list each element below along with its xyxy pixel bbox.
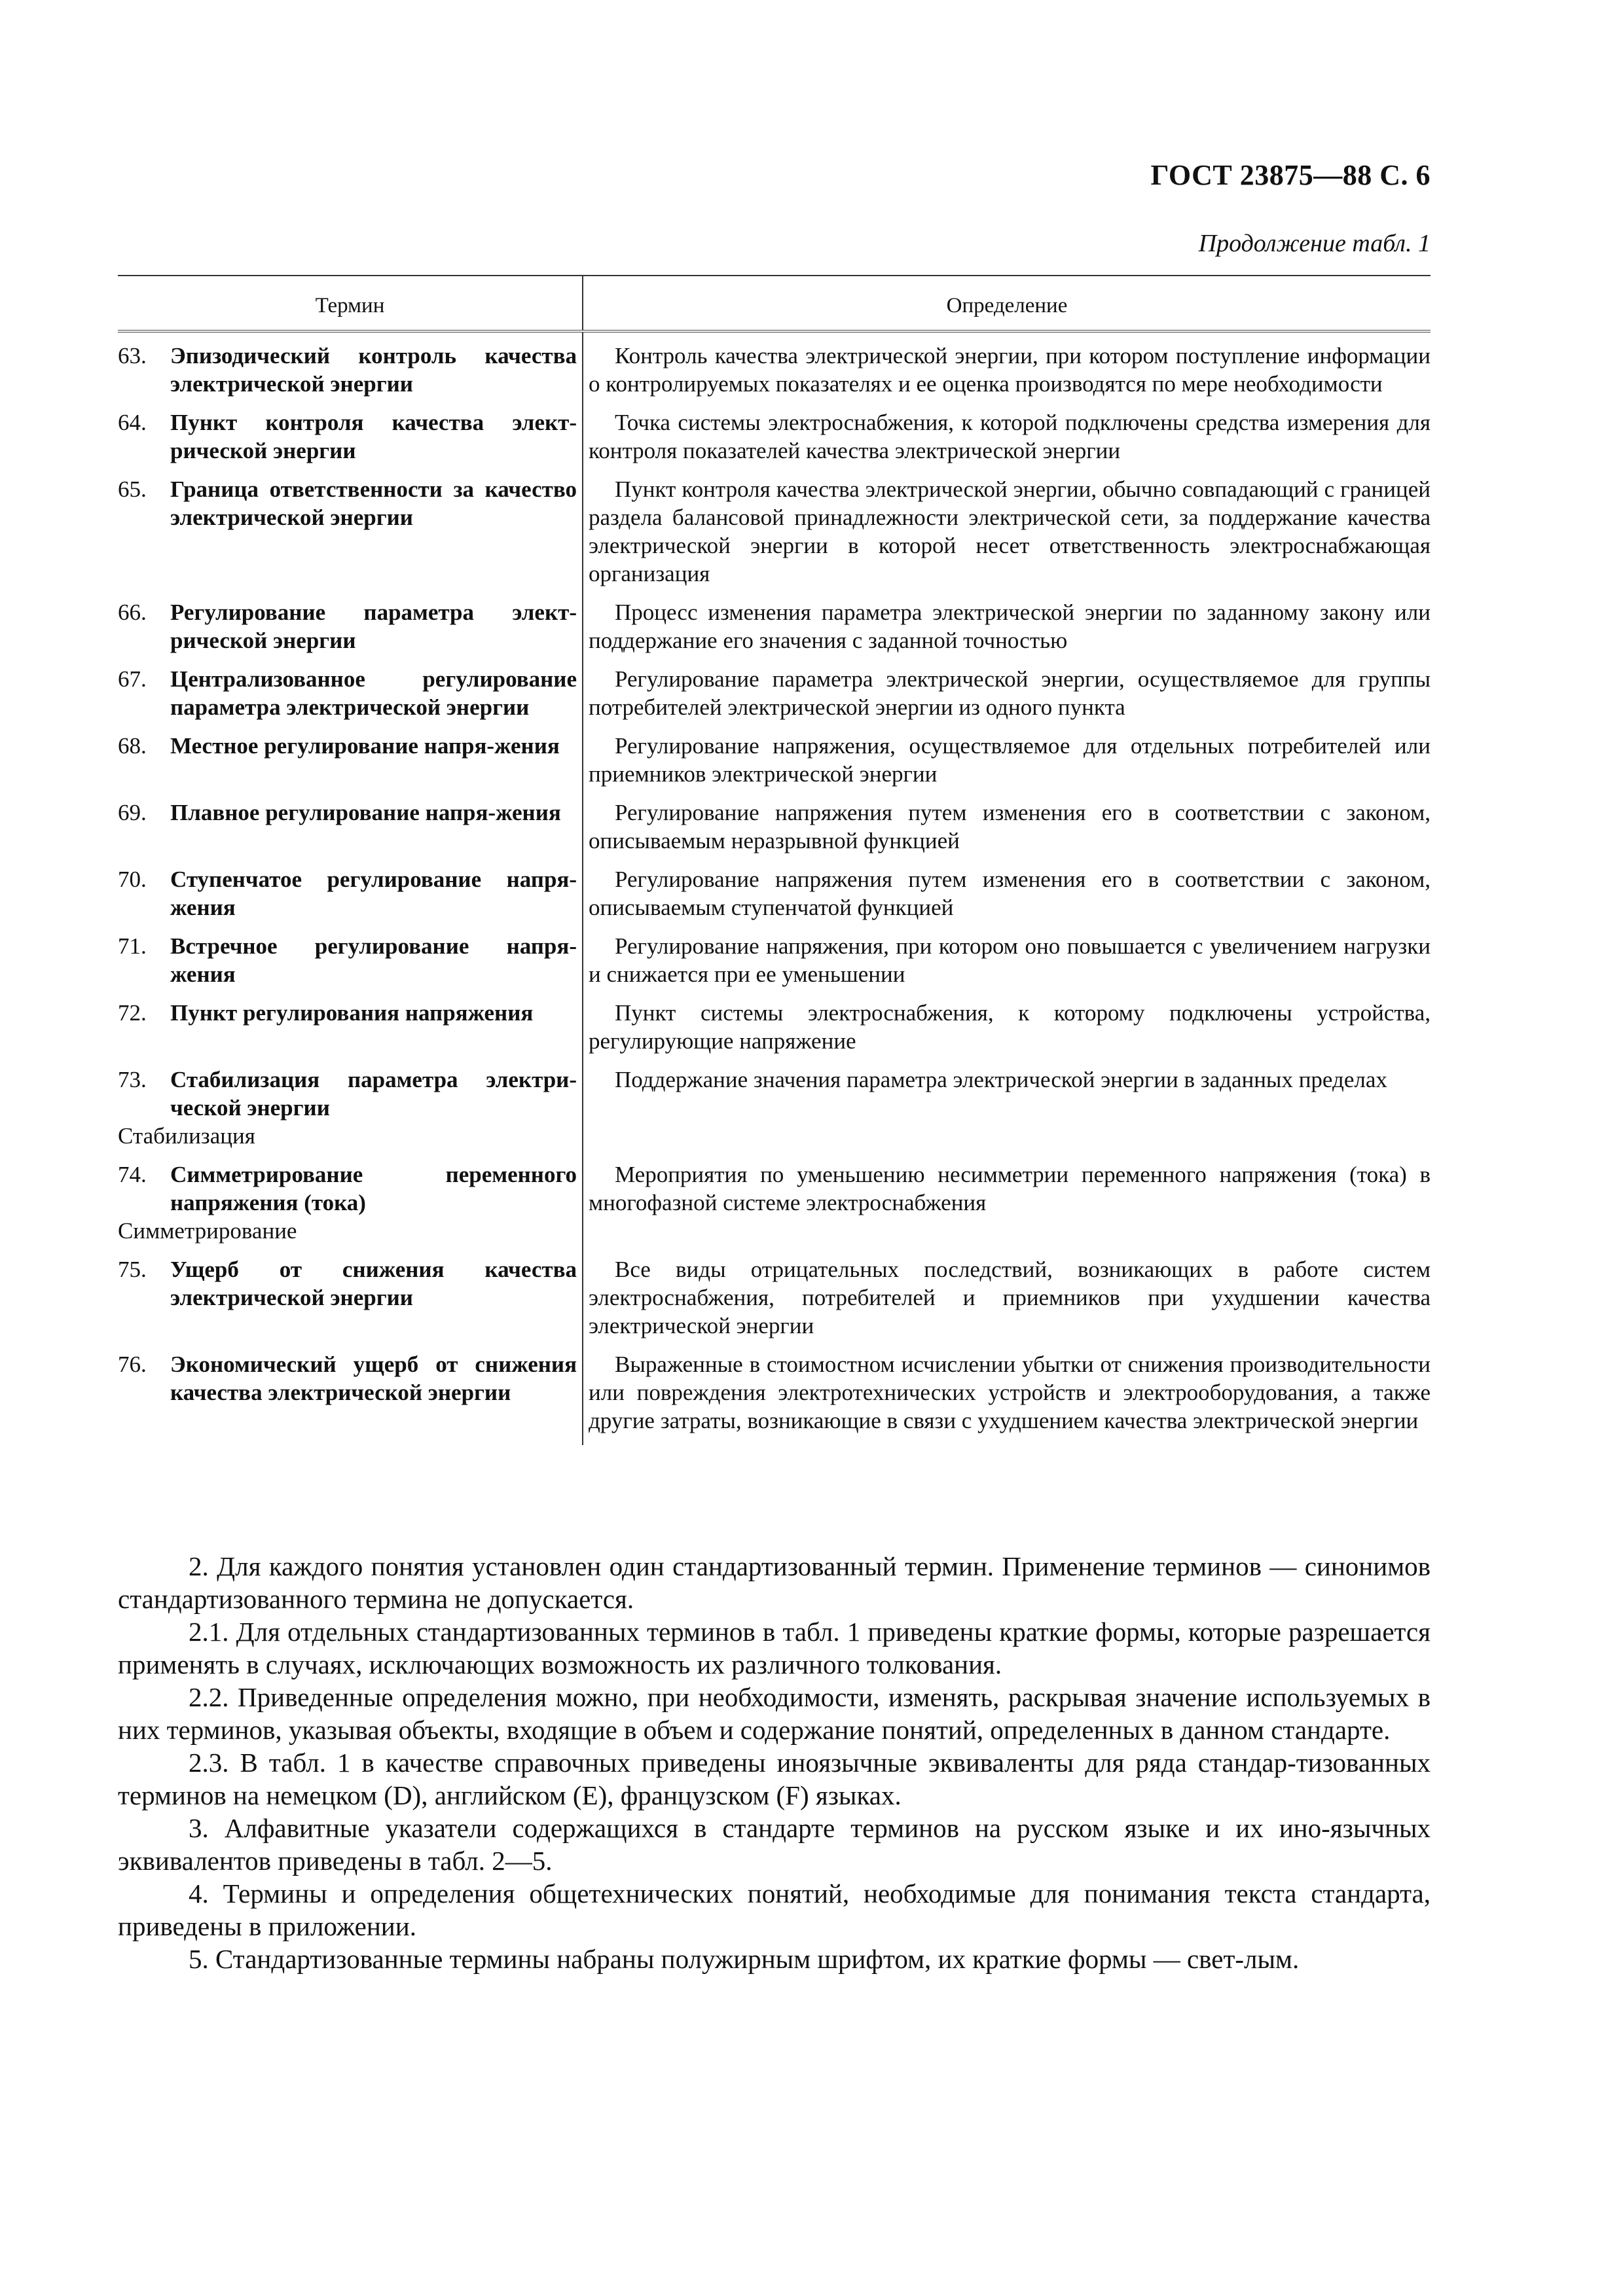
term-entry	[118, 342, 577, 398]
term-number: 66.	[118, 600, 147, 625]
term-text: Местное регулирование напря-жения	[170, 733, 560, 759]
table-row	[118, 598, 1431, 665]
term-text: Встречное регулирование напря-жения	[170, 933, 577, 987]
table-row	[118, 732, 1431, 798]
term-entry	[118, 865, 577, 922]
term-cell	[118, 999, 583, 1066]
term-text: Граница ответственности за качество электрической энергии	[170, 476, 577, 530]
term-cell	[118, 1350, 583, 1445]
term-number: 75.	[118, 1257, 147, 1282]
definition-cell: Процесс изменения параметра электрической энергии по заданному закону или поддержание его значения с заданной точностью	[589, 600, 1431, 653]
term-text: Централизованное регулирование параметра электрической энергии	[170, 666, 577, 720]
term-cell	[118, 1066, 583, 1160]
term-number: 70.	[118, 867, 147, 892]
term-cell	[118, 331, 583, 408]
term-short-form: Стабилизация	[118, 1123, 255, 1149]
table-row	[118, 1160, 1431, 1255]
term-text: Стабилизация параметра электри-ческой энергии	[170, 1067, 577, 1121]
definition-cell: Регулирование напряжения, при котором оно повышается с увеличением нагрузки и снижается при ее уменьшении	[589, 933, 1431, 987]
note-paragraph: 2.2. Приведенные определения можно, при необходимости, изменять, раскрывая значение используемых в них терминов, указывая объекты, входящие в объем и содержание понятий, определенных в данном стандарте.	[118, 1682, 1431, 1745]
definition-cell: Пункт контроля качества электрической энергии, обычно совпадающий с границей раздела балансовой принадлежности электрической сети, за поддержание качества электрической энергии в которой несет ответственность электроснабжающая организация	[589, 476, 1431, 586]
term-number: 64.	[118, 410, 147, 435]
term-number: 69.	[118, 800, 147, 825]
definition-cell: Контроль качества электрической энергии, при котором поступление информации о контролируемых показателях и ее оценка производятся по мере необходимости	[589, 343, 1431, 397]
page-header-title: ГОСТ 23875—88 С. 6	[1150, 159, 1431, 191]
note-paragraph: 2.3. В табл. 1 в качестве справочных приведены иноязычные эквиваленты для ряда стандар-тизованных терминов на немецком (D), английском (E), французском (F) языках.	[118, 1748, 1431, 1810]
term-cell	[118, 665, 583, 732]
table-row	[118, 475, 1431, 598]
table-row	[118, 932, 1431, 999]
term-text: Ступенчатое регулирование напря-жения	[170, 867, 577, 920]
term-number: 68.	[118, 733, 147, 759]
term-entry	[118, 732, 577, 760]
table-row	[118, 408, 1431, 475]
note-paragraph: 2.1. Для отдельных стандартизованных терминов в табл. 1 приведены краткие формы, которые разрешается применять в случаях, исключающих возможность их различного толкования.	[118, 1617, 1431, 1679]
term-entry	[118, 665, 577, 721]
table-row	[118, 798, 1431, 865]
term-cell	[118, 865, 583, 932]
definition-cell: Поддержание значения параметра электрической энергии в заданных пределах	[615, 1067, 1387, 1092]
term-entry	[118, 1255, 577, 1312]
term-text: Пункт регулирования напряжения	[170, 1000, 534, 1026]
term-text: Ущерб от снижения качества электрической энергии	[170, 1257, 577, 1310]
definition-cell: Выраженные в стоимостном исчислении убытки от снижения производительности или повреждения электротехнических устройств и электрооборудования, а также другие затраты, возникающие в связи с ухудшением качества электрической энергии	[589, 1352, 1431, 1433]
term-cell	[118, 932, 583, 999]
term-text: Симметрирование переменного напряжения (тока)	[170, 1162, 577, 1215]
term-text: Плавное регулирование напря-жения	[170, 800, 561, 825]
term-cell	[118, 408, 583, 475]
table-row	[118, 865, 1431, 932]
table-continuation-label: Продолжение табл. 1	[1198, 230, 1431, 257]
term-entry	[118, 999, 577, 1027]
note-paragraph: 5. Стандартизованные термины набраны полужирным шрифтом, их краткие формы — свет-лым.	[189, 1944, 1300, 1974]
term-text: Экономический ущерб от снижения качества электрической энергии	[170, 1352, 577, 1405]
column-header-definition: Определение	[583, 276, 1431, 331]
table-row	[118, 665, 1431, 732]
term-text: Пункт контроля качества элект-рической энергии	[170, 410, 577, 463]
definition-cell: Все виды отрицательных последствий, возникающих в работе систем электроснабжения, потребителей и приемников при ухудшении качества электрической энергии	[589, 1257, 1431, 1338]
term-number: 73.	[118, 1067, 147, 1092]
note-paragraph: 2. Для каждого понятия установлен один стандартизованный термин. Применение терминов — синонимов стандартизованного термина не допускается.	[118, 1551, 1431, 1614]
term-number: 72.	[118, 1000, 147, 1026]
note-paragraph: 4. Термины и определения общетехнических понятий, необходимые для понимания текста стандарта, приведены в приложении.	[118, 1878, 1431, 1941]
term-cell	[118, 798, 583, 865]
table-row	[118, 1350, 1431, 1445]
definition-cell: Пункт системы электроснабжения, к которому подключены устройства, регулирующие напряжение	[589, 1000, 1431, 1054]
term-number: 76.	[118, 1352, 147, 1377]
column-header-term: Термин	[118, 276, 583, 331]
term-number: 74.	[118, 1162, 147, 1187]
term-entry	[118, 932, 577, 988]
term-entry	[118, 598, 577, 655]
table-row	[118, 999, 1431, 1066]
notes-section	[118, 1550, 1431, 1975]
table-row	[118, 331, 1431, 408]
term-number: 65.	[118, 476, 147, 502]
term-cell	[118, 732, 583, 798]
table-row	[118, 1255, 1431, 1350]
terms-table	[118, 275, 1431, 1445]
definition-cell: Регулирование напряжения, осуществляемое для отдельных потребителей или приемников электрической энергии	[589, 733, 1431, 787]
definition-cell: Регулирование параметра электрической энергии, осуществляемое для группы потребителей электрической энергии из одного пункта	[589, 666, 1431, 720]
term-cell	[118, 1160, 583, 1255]
term-text: Регулирование параметра элект-рической энергии	[170, 600, 577, 653]
term-entry	[118, 1350, 577, 1407]
table-row	[118, 1066, 1431, 1160]
term-cell	[118, 598, 583, 665]
term-entry	[118, 408, 577, 465]
term-cell	[118, 475, 583, 598]
term-short-form: Симметрирование	[118, 1218, 297, 1244]
note-paragraph: 3. Алфавитные указатели содержащихся в стандарте терминов на русском языке и их ино-язычных эквивалентов приведены в табл. 2—5.	[118, 1813, 1431, 1876]
term-number: 67.	[118, 666, 147, 692]
definition-cell: Точка системы электроснабжения, к которой подключены средства измерения для контроля показателей качества электрической энергии	[589, 410, 1431, 463]
term-number: 63.	[118, 343, 147, 368]
definition-cell: Мероприятия по уменьшению несимметрии переменного напряжения (тока) в многофазной системе электроснабжения	[589, 1162, 1431, 1215]
definition-cell: Регулирование напряжения путем изменения его в соответствии с законом, описываемым ступенчатой функцией	[589, 867, 1431, 920]
term-number: 71.	[118, 933, 147, 959]
definition-cell: Регулирование напряжения путем изменения его в соответствии с законом, описываемым неразрывной функцией	[589, 800, 1431, 853]
term-entry	[118, 798, 577, 827]
term-entry	[118, 1066, 577, 1150]
table-header-row	[118, 276, 1431, 331]
term-entry	[118, 1160, 577, 1245]
term-cell	[118, 1255, 583, 1350]
term-entry	[118, 475, 577, 531]
term-text: Эпизодический контроль качества электрической энергии	[170, 343, 577, 397]
